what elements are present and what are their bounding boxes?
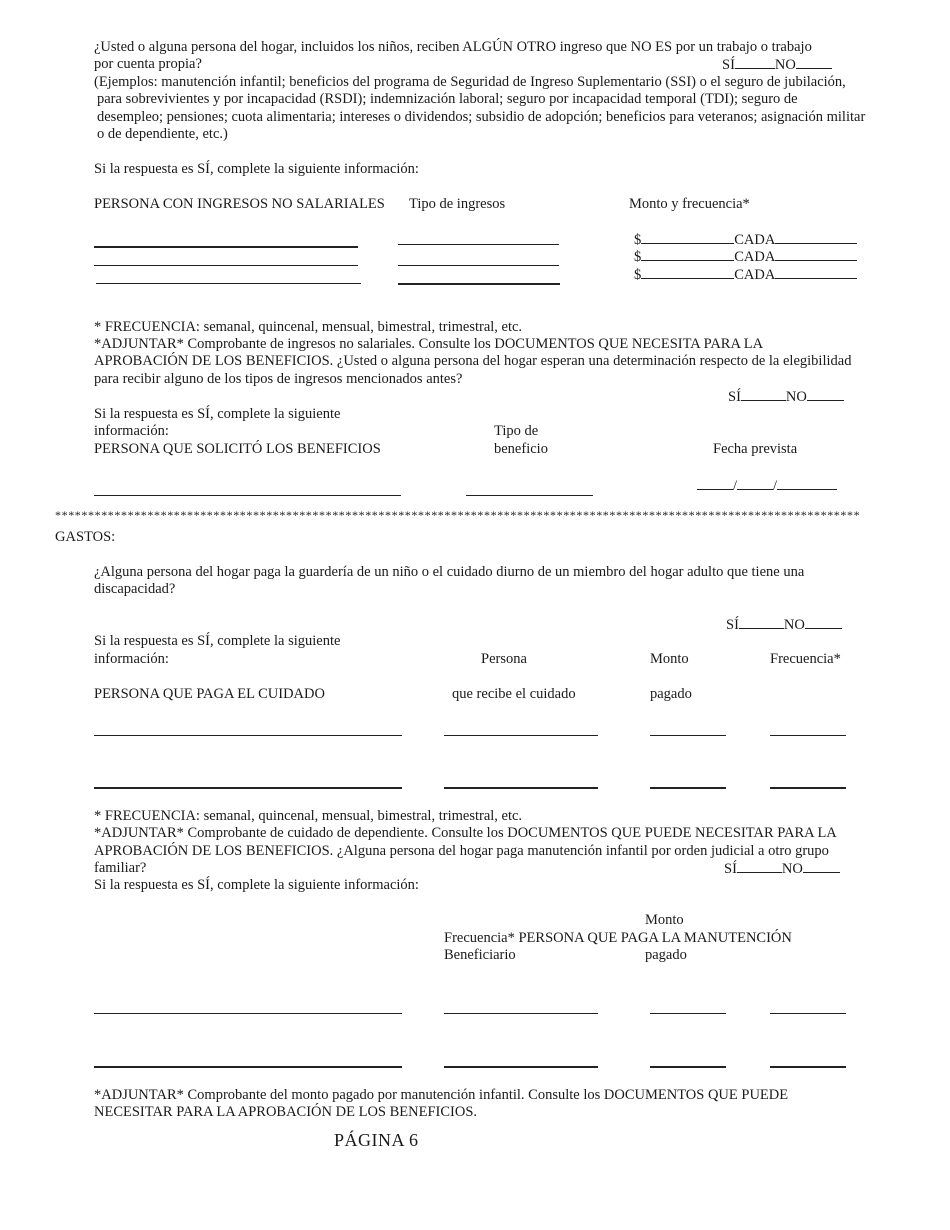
support-header-paid: pagado xyxy=(645,947,687,963)
support-frequency-line-1[interactable] xyxy=(770,1013,846,1014)
expenses-col-amount-line2: pagado xyxy=(650,686,692,702)
care-recipient-line-1[interactable] xyxy=(444,735,598,736)
frequency-blank[interactable] xyxy=(775,248,857,261)
expenses-col-person-line2: que recibe el cuidado xyxy=(452,686,576,702)
cada-label: CADA xyxy=(734,267,776,283)
yes-label: SÍ xyxy=(728,389,741,405)
support-attach-line1: *ADJUNTAR* Comprobante del monto pagado por manutención infantil. Consulte los DOCUMENTOS QUE PUEDE xyxy=(94,1087,789,1103)
income-examples-line2: para sobrevivientes y por incapacidad (RSDI); indemnización laboral; seguro por incapacidad temporal (TDI); seguro de xyxy=(97,91,798,107)
expenses-attach-line1: *ADJUNTAR* Comprobante de cuidado de dependiente. Consulte los DOCUMENTOS QUE PUEDE NECESITAR PARA LA xyxy=(94,825,837,841)
cada-label: CADA xyxy=(734,232,776,248)
income-person-line-3[interactable] xyxy=(96,283,361,284)
expenses-frequency-note: * FRECUENCIA: semanal, quincenal, mensual, bimestral, trimestral, etc. xyxy=(94,808,523,824)
income-examples-line4: o de dependiente, etc.) xyxy=(97,126,228,142)
support-beneficiary-line-1[interactable] xyxy=(444,1013,598,1014)
support-yes-no[interactable] xyxy=(724,860,840,879)
year-blank[interactable] xyxy=(777,477,837,490)
expenses-if-yes-line1: Si la respuesta es SÍ, complete la siguiente xyxy=(94,633,341,649)
care-amount-line-2[interactable] xyxy=(650,787,726,789)
benefits-col-type-line2: beneficio xyxy=(494,441,548,457)
yes-label: SÍ xyxy=(722,57,735,73)
income-col-person: PERSONA CON INGRESOS NO SALARIALES xyxy=(94,196,385,212)
expenses-if-yes-line2: información: xyxy=(94,651,169,667)
no-blank[interactable] xyxy=(805,616,842,629)
expenses-question-line2: discapacidad? xyxy=(94,581,176,597)
income-amount-row-1[interactable] xyxy=(634,231,857,250)
benefits-type-line[interactable] xyxy=(466,495,593,496)
amount-blank[interactable] xyxy=(641,248,734,261)
income-yes-no[interactable] xyxy=(722,56,832,75)
yes-blank[interactable] xyxy=(739,616,784,629)
no-label: NO xyxy=(781,861,803,877)
cada-label: CADA xyxy=(734,249,776,265)
support-amount-line-2[interactable] xyxy=(650,1066,726,1068)
care-amount-line-1[interactable] xyxy=(650,735,726,736)
income-attach-line3: para recibir alguno de los tipos de ingresos mencionados antes? xyxy=(94,371,463,387)
income-person-line-1[interactable] xyxy=(94,246,358,248)
benefits-col-type-line1: Tipo de xyxy=(494,423,539,439)
no-blank[interactable] xyxy=(807,388,844,401)
support-beneficiary-line-2[interactable] xyxy=(444,1066,598,1068)
expenses-col-frequency: Frecuencia* xyxy=(770,651,841,667)
care-recipient-line-2[interactable] xyxy=(444,787,598,789)
day-blank[interactable] xyxy=(737,477,773,490)
expenses-heading: GASTOS: xyxy=(55,529,116,545)
income-if-yes: Si la respuesta es SÍ, complete la siguiente información: xyxy=(94,161,419,177)
frequency-blank[interactable] xyxy=(775,231,857,244)
dollar-sign: $ xyxy=(634,232,642,248)
no-blank[interactable] xyxy=(803,860,840,873)
expenses-col-person-line1: Persona xyxy=(481,651,527,667)
income-examples-line3: desempleo; pensiones; cuota alimentaria; intereses o dividendos; subsidio de adopción; beneficios para veteranos; asignación militar xyxy=(97,109,866,125)
support-col-amount-top: Monto xyxy=(645,912,684,928)
date-separator: / xyxy=(733,478,738,494)
expenses-attach-line3: familiar? xyxy=(94,860,147,876)
amount-blank[interactable] xyxy=(641,266,734,279)
income-col-type: Tipo de ingresos xyxy=(409,196,506,212)
care-payer-line-2[interactable] xyxy=(94,787,402,789)
support-frequency-line-2[interactable] xyxy=(770,1066,846,1068)
benefits-person-line[interactable] xyxy=(94,495,401,496)
amount-blank[interactable] xyxy=(641,231,734,244)
support-header-line1: Frecuencia* PERSONA QUE PAGA LA MANUTENCIÓN xyxy=(444,930,792,946)
income-type-line-3[interactable] xyxy=(398,283,560,285)
income-person-line-2[interactable] xyxy=(94,265,358,266)
frequency-blank[interactable] xyxy=(775,266,857,279)
month-blank[interactable] xyxy=(697,477,733,490)
support-payer-line-1[interactable] xyxy=(94,1013,402,1014)
support-if-yes: Si la respuesta es SÍ, complete la siguiente información: xyxy=(94,877,419,893)
care-payer-line-1[interactable] xyxy=(94,735,402,736)
income-amount-row-2[interactable] xyxy=(634,248,857,267)
income-type-line-1[interactable] xyxy=(398,244,559,245)
income-attach-line1: *ADJUNTAR* Comprobante de ingresos no salariales. Consulte los DOCUMENTOS QUE NECESITA PARA LA xyxy=(94,336,764,352)
benefits-col-person: PERSONA QUE SOLICITÓ LOS BENEFICIOS xyxy=(94,441,381,457)
no-label: NO xyxy=(774,57,796,73)
section-separator: ************************************************************************************************************************** xyxy=(55,508,861,522)
expenses-col-amount-line1: Monto xyxy=(650,651,689,667)
date-separator: / xyxy=(773,478,778,494)
page-number: PÁGINA 6 xyxy=(334,1130,419,1150)
support-header-beneficiary: Beneficiario xyxy=(444,947,516,963)
income-amount-row-3[interactable] xyxy=(634,266,857,285)
no-label: NO xyxy=(785,389,807,405)
yes-blank[interactable] xyxy=(737,860,782,873)
income-type-line-2[interactable] xyxy=(398,265,559,266)
yes-blank[interactable] xyxy=(741,388,786,401)
care-frequency-line-1[interactable] xyxy=(770,735,846,736)
no-label: NO xyxy=(783,617,805,633)
benefits-yes-no[interactable] xyxy=(728,388,844,407)
benefits-col-date: Fecha prevista xyxy=(713,441,798,457)
dollar-sign: $ xyxy=(634,267,642,283)
support-attach-line2: NECESITAR PARA LA APROBACIÓN DE LOS BENEFICIOS. xyxy=(94,1104,478,1120)
income-attach-line2: APROBACIÓN DE LOS BENEFICIOS. ¿Usted o alguna persona del hogar esperan una determinación respecto de la elegibilidad xyxy=(94,353,852,369)
support-payer-line-2[interactable] xyxy=(94,1066,402,1068)
support-amount-line-1[interactable] xyxy=(650,1013,726,1014)
expenses-attach-line2: APROBACIÓN DE LOS BENEFICIOS. ¿Alguna persona del hogar paga manutención infantil por orden judicial a otro grupo xyxy=(94,843,829,859)
expenses-yes-no[interactable] xyxy=(726,616,842,635)
care-frequency-line-2[interactable] xyxy=(770,787,846,789)
benefits-if-yes-line2: información: xyxy=(94,423,169,439)
yes-label: SÍ xyxy=(726,617,739,633)
benefits-date-field[interactable] xyxy=(697,477,837,496)
yes-label: SÍ xyxy=(724,861,737,877)
expenses-question-line1: ¿Alguna persona del hogar paga la guardería de un niño o el cuidado diurno de un miembro del hogar adulto que tiene una xyxy=(94,564,805,580)
expenses-col-payer: PERSONA QUE PAGA EL CUIDADO xyxy=(94,686,325,702)
no-blank[interactable] xyxy=(796,56,832,69)
income-examples-line1: (Ejemplos: manutención infantil; beneficios del programa de Seguridad de Ingreso Suplementario (SSI) o el seguro de jubilación, xyxy=(94,74,846,90)
benefits-if-yes-line1: Si la respuesta es SÍ, complete la siguiente xyxy=(94,406,341,422)
income-col-amount: Monto y frecuencia* xyxy=(629,196,750,212)
yes-blank[interactable] xyxy=(735,56,775,69)
income-question-line1: ¿Usted o alguna persona del hogar, incluidos los niños, reciben ALGÚN OTRO ingreso que NO ES por un trabajo o trabajo xyxy=(94,39,812,55)
income-question-line2: por cuenta propia? xyxy=(94,56,202,72)
dollar-sign: $ xyxy=(634,249,642,265)
income-frequency-note: * FRECUENCIA: semanal, quincenal, mensual, bimestral, trimestral, etc. xyxy=(94,319,523,335)
